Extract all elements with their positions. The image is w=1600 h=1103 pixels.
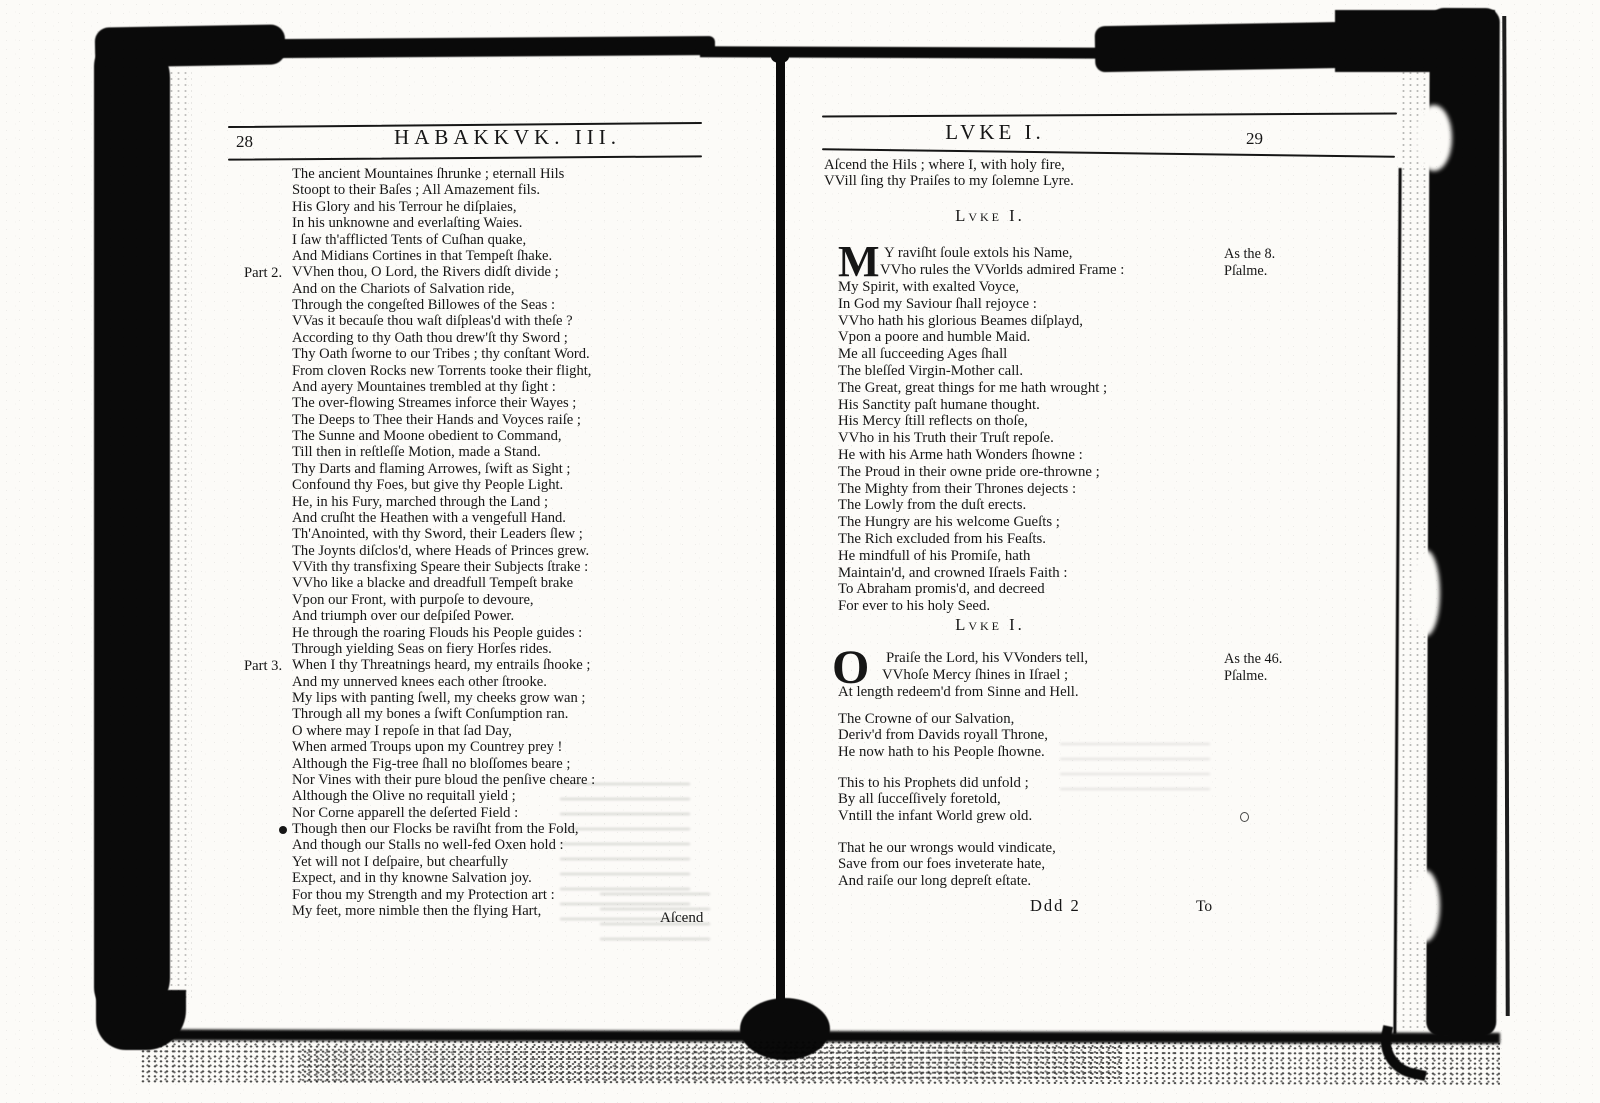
section-2-margin-note [1224, 651, 1282, 684]
poem-line: The ancient Mountaines ſhrunke ; eternall Hils [292, 166, 565, 182]
right-page-number: 29 [1246, 129, 1263, 148]
poem-line: Yet will not I deſpaire, but chearfully [292, 853, 509, 870]
hymn-line: The bleſſed Virgin-Mother call. [838, 362, 1024, 379]
poem-line: And my unnerved knees each other ſtrooke. [292, 673, 547, 690]
poem-line: My lips with panting ſwell, my cheeks grow wan ; [292, 690, 586, 706]
poem-line: Vpon our Front, with purpoſe to devoure, [292, 591, 534, 608]
hymn-line: The Rich excluded from his Feaſts. [838, 530, 1046, 547]
hymn-line: To Abraham promis'd, and decreed [838, 581, 1045, 598]
scan-gutter-top-cap [771, 49, 789, 63]
poem-line: O where may I repoſe in that ſad Day, [292, 722, 512, 739]
scan-right-band-gap-1 [1416, 105, 1452, 171]
hymn-line: Vntill the infant World grew old. [838, 807, 1033, 824]
poem-line: VVith thy transfixing Speare their Subjects ſtrake : [292, 559, 589, 575]
poem-line: For thou my Strength and my Protection art : [292, 886, 555, 903]
margin-note-line: As the 46. [1224, 651, 1283, 667]
scan-bottom-speckle-2 [300, 1045, 1120, 1084]
poem-line: He, in his Fury, marched through the Land ; [292, 493, 549, 510]
signature-mark: Ddd 2 [1030, 896, 1081, 915]
scan-left-band [94, 34, 170, 1016]
scan-left-corner-blob [95, 24, 286, 67]
poem-line: My feet, more nimble then the flying Hart, [292, 902, 542, 919]
hymn-line: Maintain'd, and crowned Iſraels Faith : [838, 564, 1068, 581]
poem-line: VVas it becauſe thou waſt diſpleas'd with theſe ? [292, 313, 573, 330]
right-running-title: LVKE I. [945, 120, 1045, 144]
hymn-line: His Mercy ſtill reflects on thoſe, [838, 413, 1028, 430]
left-page-number: 28 [236, 132, 253, 151]
hymn-line: The Mighty from their Thrones dejects : [838, 480, 1077, 497]
poem-line: According to thy Oath thou drew'ſt thy Sword ; [292, 329, 568, 346]
poem-line: The Deeps to Thee their Hands and Voyces raiſe ; [292, 411, 581, 428]
hymn-line: That he our wrongs would vindicate, [838, 840, 1056, 856]
hymn-line: He with his Arme hath Wonders ſhowne : [838, 446, 1083, 463]
hymn-line: For ever to his holy Seed. [838, 598, 991, 615]
poem-line: Though then our Flocks be raviſht from the Fold, [292, 821, 579, 837]
section-1-lines [838, 279, 1107, 615]
section-2-line-3: At length redeem'd from Sinne and Hell. [838, 684, 1079, 700]
poem-line: And ayery Mountaines trembled at thy ſight : [292, 378, 556, 395]
section-1-heading: Lvke I. [955, 206, 1025, 225]
poem-line: I ſaw th'afflicted Tents of Cuſhan quake, [292, 231, 527, 248]
part-3-label: Part 3. [244, 658, 283, 674]
hymn-line: The Crowne of our Salvation, [838, 711, 1015, 727]
poem-line: In his unknowne and everlaſting Waies. [292, 215, 523, 232]
hymn-line: Deriv'd from Davids royall Throne, [838, 727, 1048, 744]
poem-line: He through the roaring Flouds his People guides : [292, 624, 583, 641]
poem-line: Although the Olive no requitall yield ; [292, 788, 516, 805]
hymn-line: And raiſe our long depreſt eſtate. [838, 872, 1032, 889]
poem-line: The Joynts diſclos'd, where Heads of Princes grew. [292, 542, 590, 559]
hymn-line: Me all ſucceeding Ages ſhall [838, 346, 1008, 363]
hymn-line: My Spirit, with exalted Voyce, [838, 279, 1020, 295]
poem-line: Through the congeſted Billowes of the Seas : [292, 297, 556, 313]
scan-right-outer-line [1502, 16, 1509, 1016]
section-2-line-1: Praiſe the Lord, his VVonders tell, [886, 650, 1089, 666]
poem-line: Thy Darts and flaming Arrowes, ſwift as Sight ; [292, 460, 571, 477]
poem-line: And though our Stalls no well-fed Oxen hold : [292, 837, 564, 854]
poem-line: His Glory and his Terrour he diſplaies, [292, 198, 517, 215]
section-1-drop-cap: M [838, 237, 880, 286]
hymn-line: VVho hath his glorious Beames diſplayd, [838, 312, 1083, 329]
hymn-line: He mindfull of his Promiſe, hath [838, 547, 1031, 564]
section-1-margin-note [1224, 246, 1275, 279]
scan-top-band-right [1095, 22, 1356, 73]
margin-note-line: As the 8. [1224, 246, 1276, 262]
hymn-line: In God my Saviour ſhall rejoyce : [838, 295, 1037, 312]
left-poem [292, 166, 595, 919]
hymn-line: VVho in his Truth their Truſt repoſe. [838, 430, 1054, 447]
poem-line: VVho like a blacke and dreadfull Tempeſt brake [292, 575, 574, 592]
poem-line: Although the Fig-tree ſhall no bloſſomes beare ; [292, 755, 571, 772]
right-header-rule-top [822, 112, 1397, 117]
section-1-line-2: VVho rules the VVorlds admired Frame : [880, 262, 1125, 278]
scan-right-band-gap-3 [1410, 870, 1440, 942]
right-catchword: To [1196, 898, 1213, 915]
poem-line: Confound thy Foes, but give thy People Light. [292, 477, 564, 494]
poem-line: Nor Vines with their pure bloud the penſive cheare : [292, 771, 596, 788]
poem-line: From cloven Rocks new Torrents tooke their flight, [292, 362, 592, 379]
poem-line: And on the Chariots of Salvation ride, [292, 280, 515, 297]
show-through-smudge-3 [1060, 730, 1210, 790]
scan-right-band-gap-2 [1412, 550, 1440, 636]
section-2-stanza-4 [838, 840, 1056, 889]
margin-note-line: Pſalme. [1224, 667, 1268, 684]
hymn-line: Save from our foes inveterate hate, [838, 856, 1046, 873]
poem-line: When armed Troups upon my Countrey prey ! [292, 739, 563, 756]
hymn-line: He now hath to his People ſhowne. [838, 743, 1045, 760]
poem-line: Thy Oath ſworne to our Tribes ; thy conſtant Word. [292, 346, 590, 363]
scan-top-band-center [700, 46, 1130, 59]
poem-line: And cruſht the Heathen with a vengefull Hand. [292, 509, 566, 526]
ink-spot-ring [1240, 812, 1249, 822]
poem-line: Nor Corne apparell the deſerted Field : [292, 804, 519, 821]
poem-line: The over-flowing Streames inforce their Wayes ; [292, 395, 577, 412]
poem-line: VVhen thou, O Lord, the Rivers didſt divide ; [292, 264, 559, 281]
poem-line: Through yielding Seas on fiery Horſes rides. [292, 640, 552, 657]
section-2-drop-cap: O [832, 641, 870, 694]
hymn-line: The Lowly from the duſt erects. [838, 497, 1027, 514]
poem-line: And triumph over our deſpiſed Power. [292, 608, 515, 625]
section-2-stanza-2 [838, 711, 1048, 760]
hymn-line: The Hungry are his welcome Gueſts ; [838, 514, 1060, 531]
scan-gutter-line [776, 52, 785, 1014]
hymn-line: The Proud in their owne pride ore-throwne ; [838, 463, 1100, 480]
section-2-stanza-3 [838, 775, 1032, 824]
poem-line: Th'Anointed, with thy Sword, their Leaders ſlew ; [292, 526, 583, 543]
left-catchword: Aſcend [660, 910, 704, 926]
section-2-line-2: VVhoſe Mercy ſhines in Iſrael ; [882, 667, 1069, 683]
hymn-line: Vpon a poore and humble Maid. [838, 329, 1031, 346]
intro-line: VVill ſing thy Praiſes to my ſolemne Lyre. [824, 173, 1074, 190]
intro-line: Aſcend the Hils ; where I, with holy fire, [824, 157, 1065, 173]
poem-line: Till then in reſtleſſe Motion, made a Stand. [292, 444, 541, 461]
hymn-line: His Sanctity paſt humane thought. [838, 396, 1040, 413]
poem-line: Expect, and in thy knowne Salvation joy. [292, 870, 532, 887]
section-1-line-1: Y raviſht ſoule extols his Name, [884, 245, 1073, 261]
hymn-line: This to his Prophets did unfold ; [838, 775, 1029, 791]
hymn-line: The Great, great things for me hath wrought ; [838, 379, 1108, 396]
right-intro-lines [824, 157, 1074, 190]
margin-note-line: Pſalme. [1224, 262, 1268, 279]
poem-line: Through all my bones a ſwift Conſumption ran. [292, 706, 569, 723]
scan-left-band-speckle [168, 70, 192, 1000]
part-2-label: Part 2. [244, 265, 283, 281]
section-2-heading: Lvke I. [955, 615, 1025, 634]
hymn-line: By all ſucceſſively foretold, [838, 791, 1001, 808]
poem-line: Stoopt to their Baſes ; All Amazement fils. [292, 182, 541, 199]
stanza-marker-bullet [279, 826, 287, 834]
left-header-rule-bottom [228, 155, 702, 160]
poem-line: When I thy Threatnings heard, my entrails ſhooke ; [292, 657, 591, 674]
poem-line: And Midians Cortines in that Tempeſt ſhake. [292, 247, 553, 264]
left-running-title: HABAKKVK. III. [394, 125, 621, 149]
poem-line: The Sunne and Moone obedient to Command, [292, 428, 562, 444]
